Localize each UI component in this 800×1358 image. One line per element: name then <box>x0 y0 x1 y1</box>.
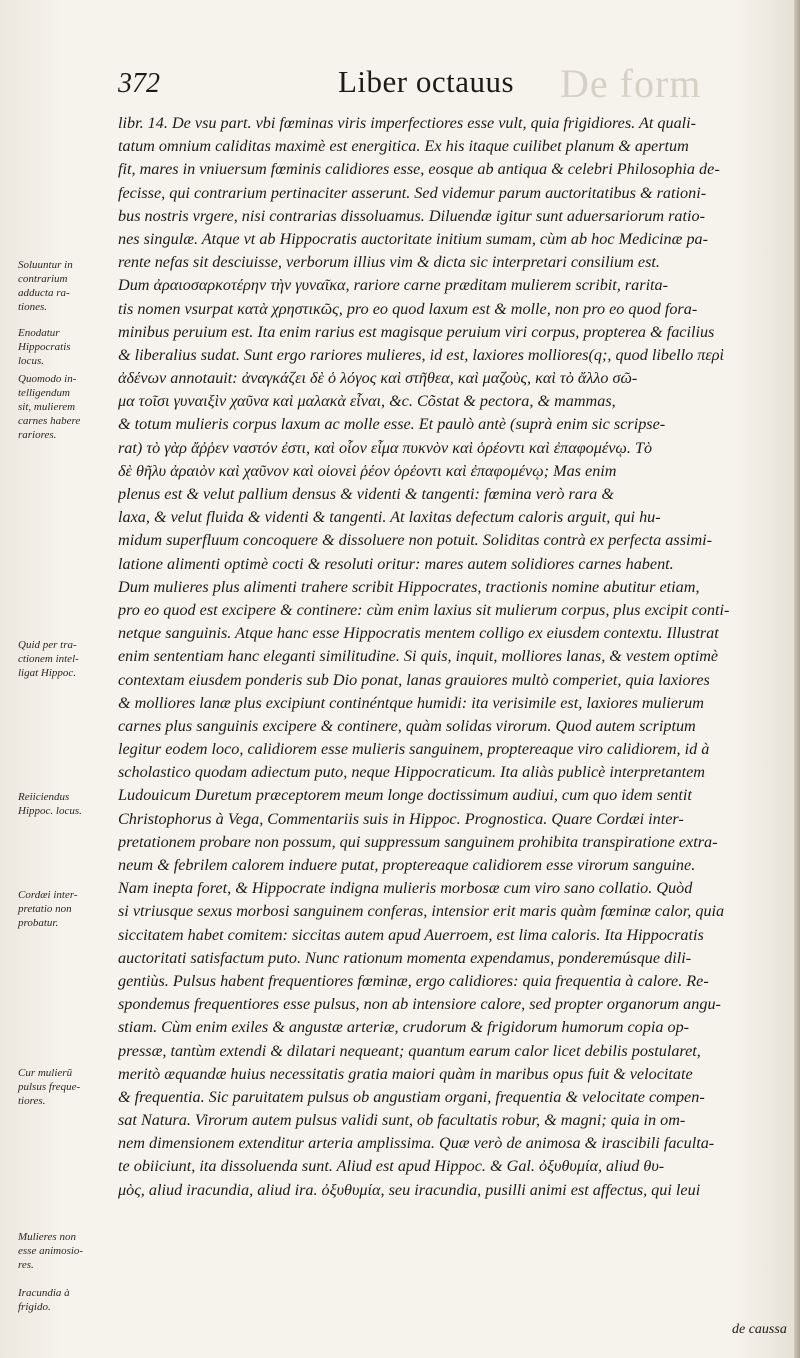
margin-note-line: adducta ra- <box>18 287 70 299</box>
text-line: δὲ θῆλυ ἀραιὸν καὶ χαῦνον καὶ οἱονεὶ ῥέον ὁρέοντι καὶ ἐπαφομένῳ; Mas enim <box>118 461 617 480</box>
margin-note-line: res. <box>18 1259 34 1271</box>
text-line: fecisse, qui contrarium pertinaciter asserunt. Sed videmur parum auctoritatibus & rationi- <box>118 183 707 202</box>
text-line: siccitatem habet comitem: siccitas autem apud Auerroem, est lima caloris. Ita Hippocratis <box>118 925 704 944</box>
margin-note-line: tiores. <box>18 1095 46 1107</box>
text-line: enim sententiam hanc eleganti similitudine. Si quis, inquit, molliores lanas, & vestem optimè <box>118 647 719 666</box>
margin-note-line: ctionem intel- <box>18 653 79 665</box>
margin-note-line: Cordæi inter- <box>18 889 78 901</box>
margin-note <box>18 1230 104 1272</box>
text-line: spondemus frequentiores esse pulsus, non ab intensiore calore, sed propter organorum angu- <box>118 995 721 1014</box>
text-line: sat Natura. Virorum autem pulsus validi sunt, ob facultatis robur, & magni; quia in om- <box>118 1111 686 1130</box>
margin-note-line: carnes habere <box>18 415 81 427</box>
text-line: pressæ, tantùm extendi & dilatari nequeant; quantum earum calor licet debilis postularet, <box>118 1041 701 1060</box>
text-line: fit, mares in vniuersum fœminis calidiores esse, eosque ab antiqua & celebri Philosophia de- <box>118 160 720 179</box>
text-line: stiam. Cùm enim exiles & angustæ arteriæ, crudorum & frigidorum humorum copia op- <box>118 1018 690 1037</box>
margin-note <box>18 1286 104 1314</box>
text-line: pretationem probare non possum, qui suppressum sanguinem prohibita transpiratione extra- <box>118 832 718 851</box>
text-line: & liberalius sudat. Sunt ergo rariores mulieres, id est, laxiores molliores(q;, quod libello περὶ <box>118 345 725 364</box>
text-line: Ludouicum Duretum præceptorem meum longe doctissimum audiui, cum quo idem sentit <box>118 786 692 805</box>
margin-note-line: sit, mulierem <box>18 401 76 413</box>
text-line: pro eo quod est excipere & continere: cùm enim laxius sit mulierum corpus, plus excipit conti- <box>118 600 730 619</box>
text-line: laxa, & velut fluida & videnti & tangenti. At laxitas defectum caloris arguit, qui hu- <box>118 508 661 527</box>
text-line: Nam inepta foret, & Hippocrate indigna mulieris morbosæ cum viro sano collatio. Quòd <box>118 879 693 898</box>
margin-note-line: contrarium <box>18 273 68 285</box>
text-line: carnes plus sanguinis excipere & continere, quàm solidas virorum. Quod autem scriptum <box>118 716 696 735</box>
text-line: & frequentia. Sic paruitatem pulsus ob angustiam organi, frequentia & velocitate compen- <box>118 1087 705 1106</box>
margin-note-line: Mulieres non <box>18 1231 76 1243</box>
page-number: 372 <box>118 68 160 99</box>
text-line: nes singulæ. Atque vt ab Hippocratis auctoritate initium sumam, cùm ab hoc Medicinæ pa- <box>118 229 709 248</box>
catchword: de caussa <box>732 1322 787 1337</box>
text-line: libr. 14. De vsu part. vbi fœminas viris imperfectiores esse vult, quia frigidiores. At quali- <box>118 114 697 132</box>
text-line: latione alimenti optimè cocti & resoluti oritur: mares autem solidiores carnes habent. <box>118 554 674 573</box>
margin-note <box>18 638 104 680</box>
margin-note-line: pretatio non <box>18 903 72 915</box>
text-line: μὸς, aliud iracundia, aliud ira. ὀξυθυμία, seu iracundia, pusilli animi est affectus, qui leui <box>118 1180 701 1199</box>
margin-note-line: Quomodo in- <box>18 373 77 385</box>
text-line: Dum mulieres plus alimenti trahere scribit Hippocrates, tractionis nomine abutitur etiam, <box>118 577 700 596</box>
text-line: tis nomen vsurpat κατὰ χρηστικῶς, pro eo quod laxum est & molle, non pro eo quod fora- <box>118 299 698 318</box>
margin-note <box>18 790 104 818</box>
text-line: contextam eiusdem ponderis sub Dio ponat, lanas grauiores multò comperiet, quia laxiores <box>118 670 710 689</box>
text-line: scholastico quodam adiectum puto, neque Hippocraticum. Ita aliàs publicè interpretantem <box>118 763 706 782</box>
text-line: legitur eodem loco, calidiorem esse mulieris sanguinem, proptereaque viro calidiorem, id à <box>118 740 710 759</box>
text-line: tatum omnium caliditas maximè est energitica. Ex his itaque cuilibet planum & apertum <box>118 137 689 156</box>
margin-note-line: Enodatur <box>18 327 60 339</box>
text-line: auctoritati satisfactum puto. Nunc rationum momenta expendamus, ponderemúsque dili- <box>118 948 692 967</box>
text-line: gentiùs. Pulsus habent frequentiores fœminæ, ergo calidiores: quia frequentia à calore. Re- <box>118 971 709 990</box>
main-text-block <box>118 112 768 1202</box>
margin-note-line: telligendum <box>18 387 70 399</box>
margin-note-line: pulsus freque- <box>18 1081 81 1093</box>
text-line: neum & febrilem calorem induere putat, proptereaque calidiorem esse virorum sanguine. <box>118 856 696 874</box>
margin-note-line: Hippocratis <box>18 341 71 353</box>
text-line: netque sanguinis. Atque hanc esse Hippocratis mentem colligo ex eiusdem contextu. Illustrat <box>118 624 719 643</box>
text-line: meritò æquandæ huius necessitatis gratia maiori quàm in maribus opus fuit & velocitate <box>118 1064 693 1083</box>
running-title: Liber octauus <box>338 64 515 99</box>
margin-note-line: tiones. <box>18 301 48 313</box>
text-line: si vtriusque sexus morbosi sanguinem conferas, intensior erit maris quàm fœminæ calor, quia <box>118 902 725 921</box>
margin-note-line: rariores. <box>18 429 57 441</box>
text-line: ἀδένων annotauit: ἀναγκάζει δὲ ὁ λόγος καὶ στῆθεα, καὶ μαζοὺς, καὶ τὸ ἄλλο σῶ- <box>118 369 638 388</box>
margin-note-line: Cur mulierũ <box>18 1067 73 1079</box>
margin-note-line: locus. <box>18 355 44 367</box>
text-line: & molliores lanæ plus excipiunt continéntque humidi: ita verisimile est, laxiores mulierum <box>118 693 704 712</box>
text-line: bus nostris vrgere, nisi contrarias dissoluamus. Diluendæ igitur sunt aduersariorum ratio- <box>118 206 705 225</box>
text-line: & totum mulieris corpus laxum ac molle esse. Et paulò antè (suprà enim sic scripse- <box>118 415 666 434</box>
margin-note-line: esse animosio- <box>18 1245 84 1257</box>
text-line: midum superfluum concoquere & dissoluere non potuit. Soliditas contrà ex perfecta assimi- <box>118 531 713 550</box>
page-header <box>118 64 678 104</box>
text-line: rente nefas sit desciuisse, verborum illius vim & dicta sic interpretari consilium est. <box>118 253 660 272</box>
text-line: rat) τὸ γὰρ ἄῤῥεν ναστόν ἐστι, καὶ οἷον εἶμα πυκνὸν καὶ ὁρέοντι καὶ ἐπαφομένῳ. Τὸ <box>118 438 653 457</box>
margin-note <box>18 1066 104 1108</box>
text-line: Dum ἀραιοσαρκοτέρην τὴν γυναῖκα, rariore carne præditam mulierem scribit, rarita- <box>118 276 669 295</box>
text-line: μα τοῖσι γυναιξὶν χαῦνα καὶ μαλακὰ εἶναι, &c. Cõstat & pectora, & mammas, <box>118 392 616 411</box>
text-line: minibus peruium est. Ita enim rarius est magisque peruium viri corpus, propterea & facilius <box>118 322 715 341</box>
margin-note <box>18 888 104 930</box>
margin-note-line: frigido. <box>18 1301 51 1313</box>
margin-note-line: Soluuntur in <box>18 259 73 271</box>
margin-note-line: Reiiciendus <box>18 791 70 803</box>
margin-note <box>18 258 104 314</box>
margin-note-line: Hippoc. locus. <box>18 805 82 817</box>
margin-note <box>18 372 104 442</box>
show-through-text: De form <box>560 61 702 106</box>
page-fold-shadow <box>794 0 800 1358</box>
text-line: plenus est & velut pallium densus & videnti & tangenti: fœmina verò rara & <box>118 485 614 503</box>
margin-note-line: Quid per tra- <box>18 639 77 651</box>
text-line: Christophorus à Vega, Commentariis suis in Hippoc. Prognostica. Quare Cordæi inter- <box>118 809 684 828</box>
margin-note-line: Iracundia à <box>18 1287 70 1299</box>
margin-note-line: probatur. <box>18 917 59 929</box>
margin-note <box>18 326 104 368</box>
text-line: nem dimensionem extenditur arteria amplissima. Quæ verò de animosa & irascibili faculta- <box>118 1134 715 1153</box>
margin-note-line: ligat Hippoc. <box>18 667 77 679</box>
text-line: te obiiciunt, ita dissoluenda sunt. Aliud est apud Hippoc. & Gal. ὀξυθυμία, aliud θυ- <box>118 1157 665 1176</box>
